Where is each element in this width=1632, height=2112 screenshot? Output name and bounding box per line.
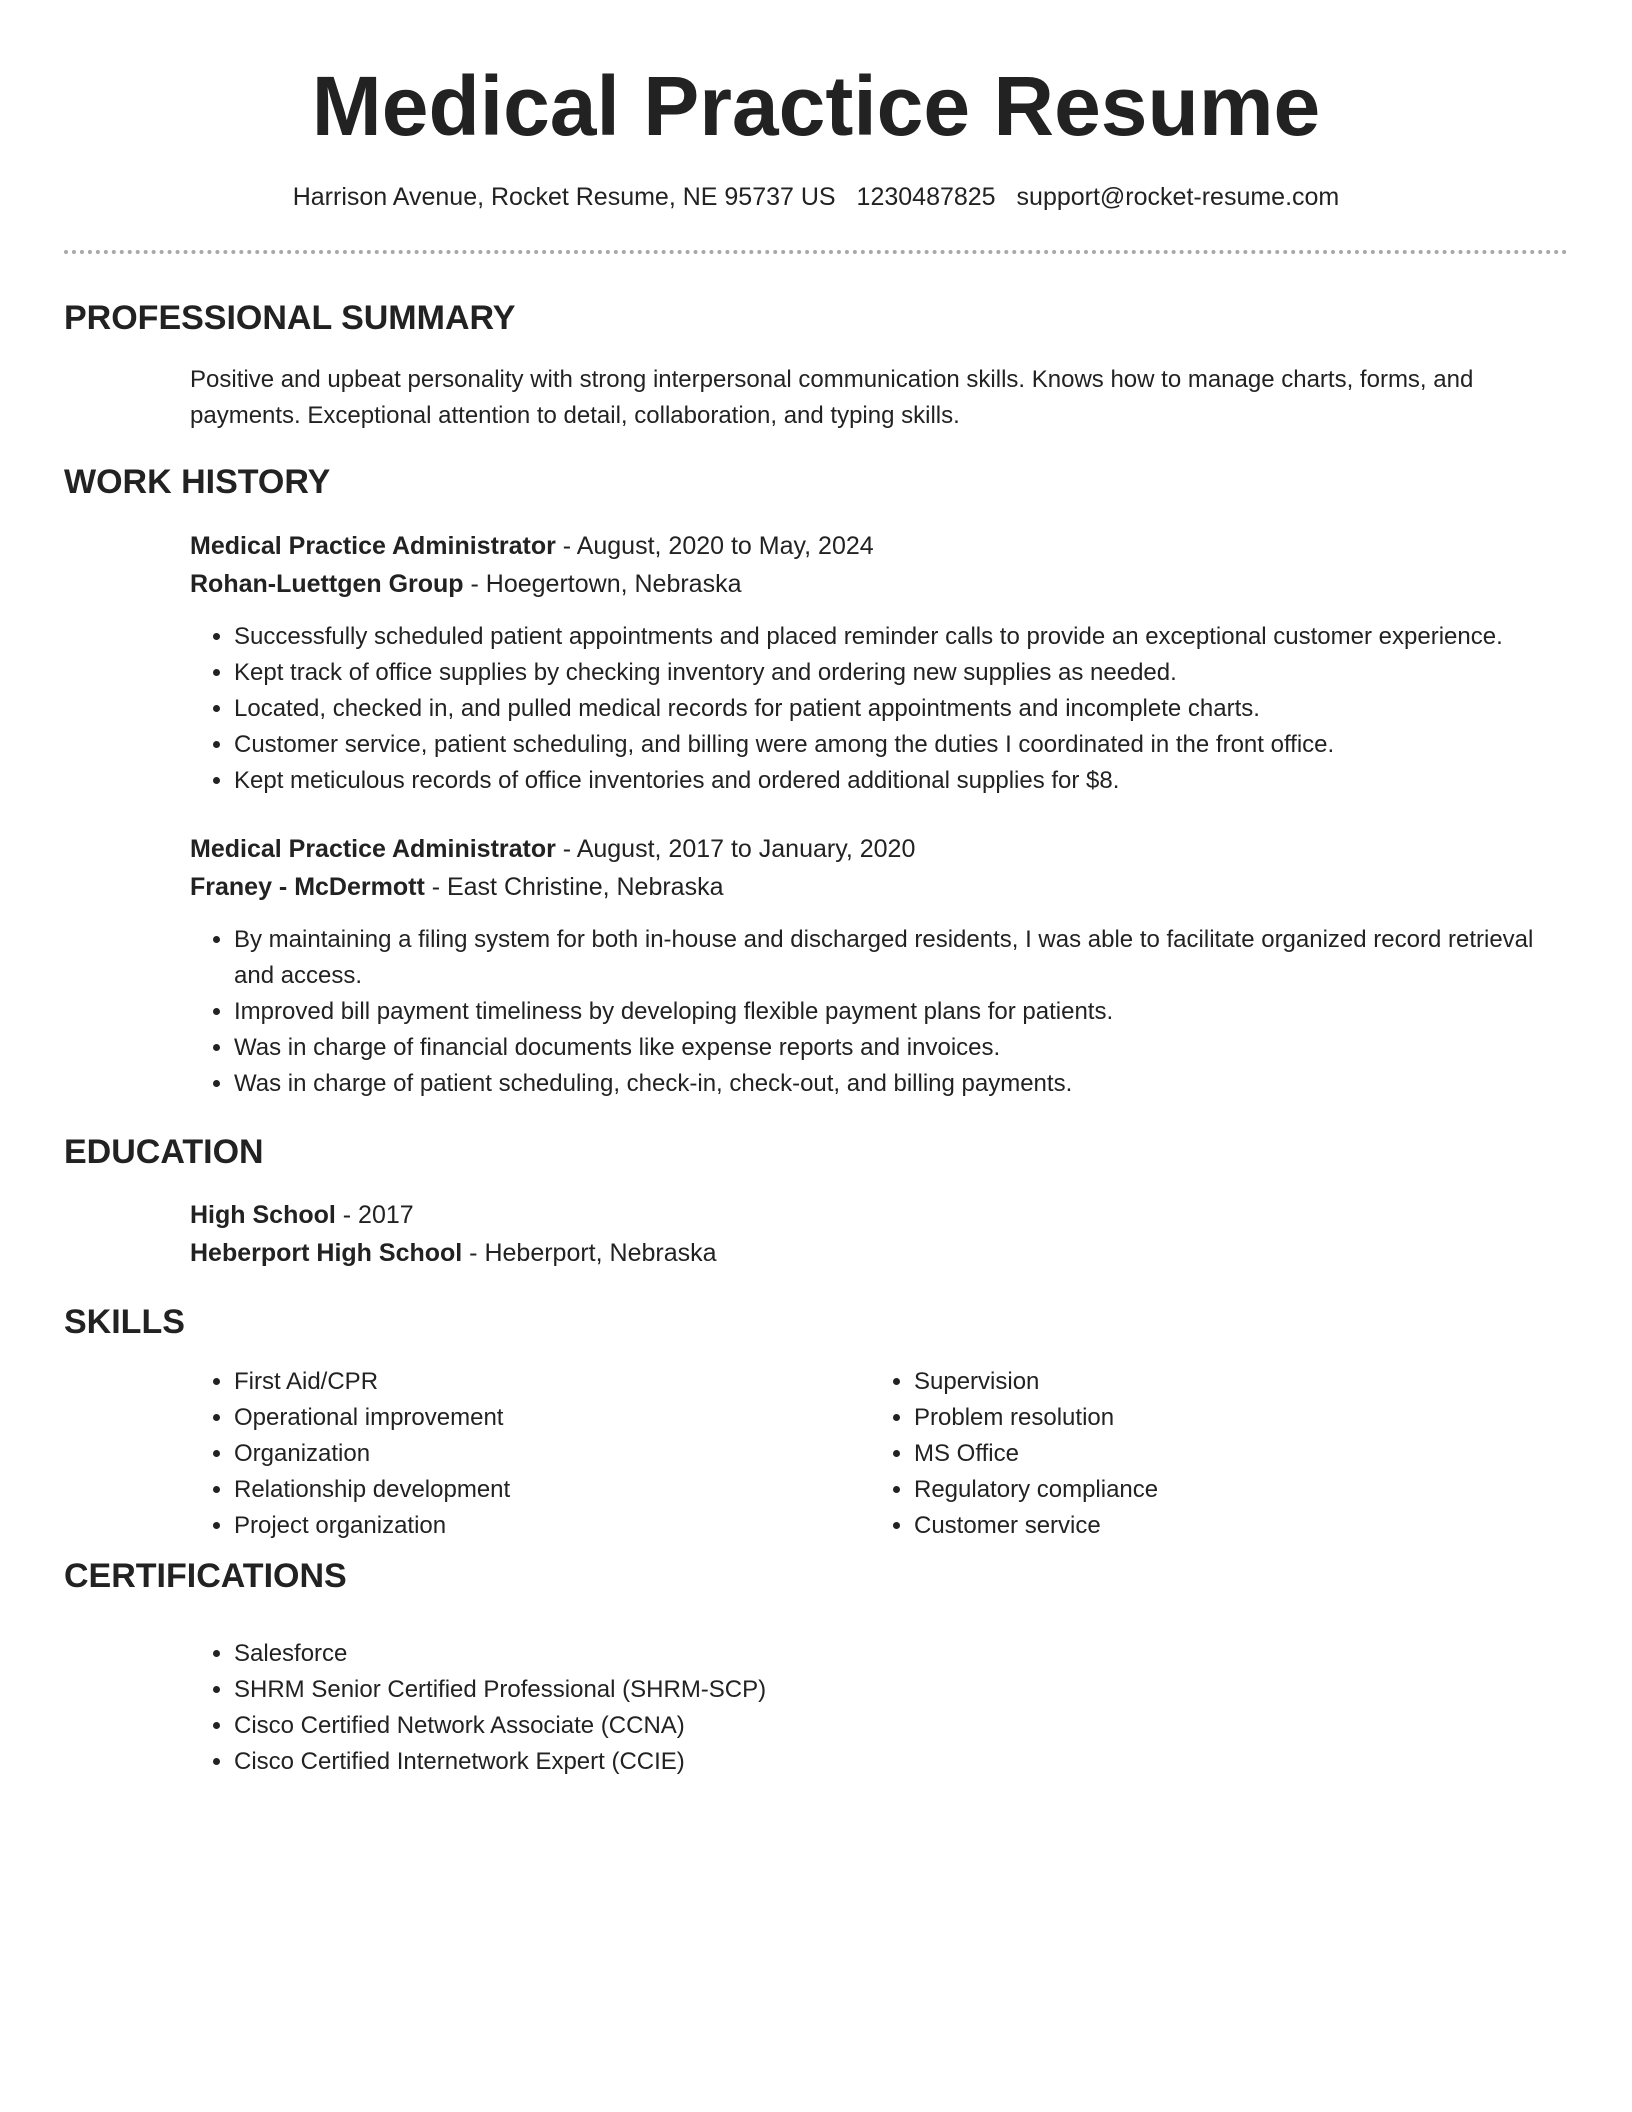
job-company: Franey - McDermott	[190, 873, 425, 901]
job-company: Rohan-Luettgen Group	[190, 570, 464, 598]
skills-list	[870, 1364, 1550, 1544]
list-item: • Relationship development	[234, 1472, 870, 1508]
contact-email: support@rocket-resume.com	[1016, 183, 1340, 211]
list-item: • Organization	[234, 1436, 870, 1472]
education-location: - Heberport, Nebraska	[462, 1239, 717, 1267]
list-item: • Customer service	[914, 1508, 1550, 1544]
education-heading: EDUCATION	[64, 1133, 264, 1171]
job-company-line	[190, 565, 1568, 603]
list-item: • Regulatory compliance	[914, 1472, 1550, 1508]
contact-phone: 1230487825	[856, 183, 996, 211]
header-divider	[64, 250, 1568, 254]
list-item: • Kept meticulous records of office inventories and ordered additional supplies for $8.	[234, 763, 1568, 799]
list-item: • Project organization	[234, 1508, 870, 1544]
skills-grid	[190, 1364, 1568, 1544]
list-item: • Operational improvement	[234, 1400, 870, 1436]
job-title-line	[190, 830, 1568, 868]
job-title: Medical Practice Administrator	[190, 532, 556, 560]
list-item: • Problem resolution	[914, 1400, 1550, 1436]
certifications-entry	[190, 1636, 1568, 1780]
skills-column-left	[190, 1364, 870, 1544]
list-item: • First Aid/CPR	[234, 1364, 870, 1400]
skills-heading: SKILLS	[64, 1303, 185, 1341]
list-item: • By maintaining a filing system for both in-house and discharged residents, I was able to facilitate organized record retrieval and access.	[234, 922, 1568, 994]
summary-heading: PROFESSIONAL SUMMARY	[64, 299, 516, 337]
job-dates: - August, 2020 to May, 2024	[555, 532, 874, 560]
list-item: • Supervision	[914, 1364, 1550, 1400]
list-item: • Successfully scheduled patient appointments and placed reminder calls to provide an exceptional customer experience.	[234, 619, 1568, 655]
work-history-heading: WORK HISTORY	[64, 463, 331, 501]
education-school: Heberport High School	[190, 1239, 463, 1267]
job-entry	[190, 830, 1568, 1102]
page-title: Medical Practice Resume	[311, 59, 1321, 153]
job-title: Medical Practice Administrator	[190, 835, 556, 863]
list-item: • Located, checked in, and pulled medical records for patient appointments and incomplete charts.	[234, 691, 1568, 727]
list-item: • MS Office	[914, 1436, 1550, 1472]
list-item: • Salesforce	[234, 1636, 1568, 1672]
list-item: • Cisco Certified Internetwork Expert (CCIE)	[234, 1744, 1568, 1780]
list-item: • Was in charge of patient scheduling, check-in, check-out, and billing payments.	[234, 1066, 1568, 1102]
education-school-line	[190, 1234, 1568, 1272]
list-item: • Cisco Certified Network Associate (CCNA)	[234, 1708, 1568, 1744]
job-entry	[190, 527, 1568, 799]
list-item: • SHRM Senior Certified Professional (SHRM-SCP)	[234, 1672, 1568, 1708]
list-item: • Was in charge of financial documents like expense reports and invoices.	[234, 1030, 1568, 1066]
education-entry	[190, 1196, 1568, 1272]
contact-address: Harrison Avenue, Rocket Resume, NE 95737 US	[292, 183, 836, 211]
resume-page	[64, 0, 1568, 1775]
list-item: • Customer service, patient scheduling, and billing were among the duties I coordinated in the front office.	[234, 727, 1568, 763]
job-location: - Hoegertown, Nebraska	[463, 570, 742, 598]
job-location: - East Christine, Nebraska	[424, 873, 724, 901]
education-year: - 2017	[335, 1201, 414, 1229]
job-duties-list	[190, 922, 1568, 1102]
skills-column-right	[870, 1364, 1550, 1544]
job-company-line	[190, 868, 1568, 906]
list-item: • Kept track of office supplies by checking inventory and ordering new supplies as needed.	[234, 655, 1568, 691]
education-degree-line	[190, 1196, 1568, 1234]
contact-line	[64, 180, 1568, 214]
job-title-line	[190, 527, 1568, 565]
certifications-heading: CERTIFICATIONS	[64, 1557, 347, 1595]
job-dates: - August, 2017 to January, 2020	[555, 835, 916, 863]
education-degree: High School	[190, 1201, 336, 1229]
certifications-list	[190, 1636, 1568, 1780]
skills-list	[190, 1364, 870, 1544]
list-item: • Improved bill payment timeliness by developing flexible payment plans for patients.	[234, 994, 1568, 1030]
job-duties-list	[190, 619, 1568, 799]
summary-text: Positive and upbeat personality with strong interpersonal communication skills. Knows how to manage charts, forms, and payments. Exceptional attention to detail, collaboration, and typing skills.	[190, 366, 1474, 429]
